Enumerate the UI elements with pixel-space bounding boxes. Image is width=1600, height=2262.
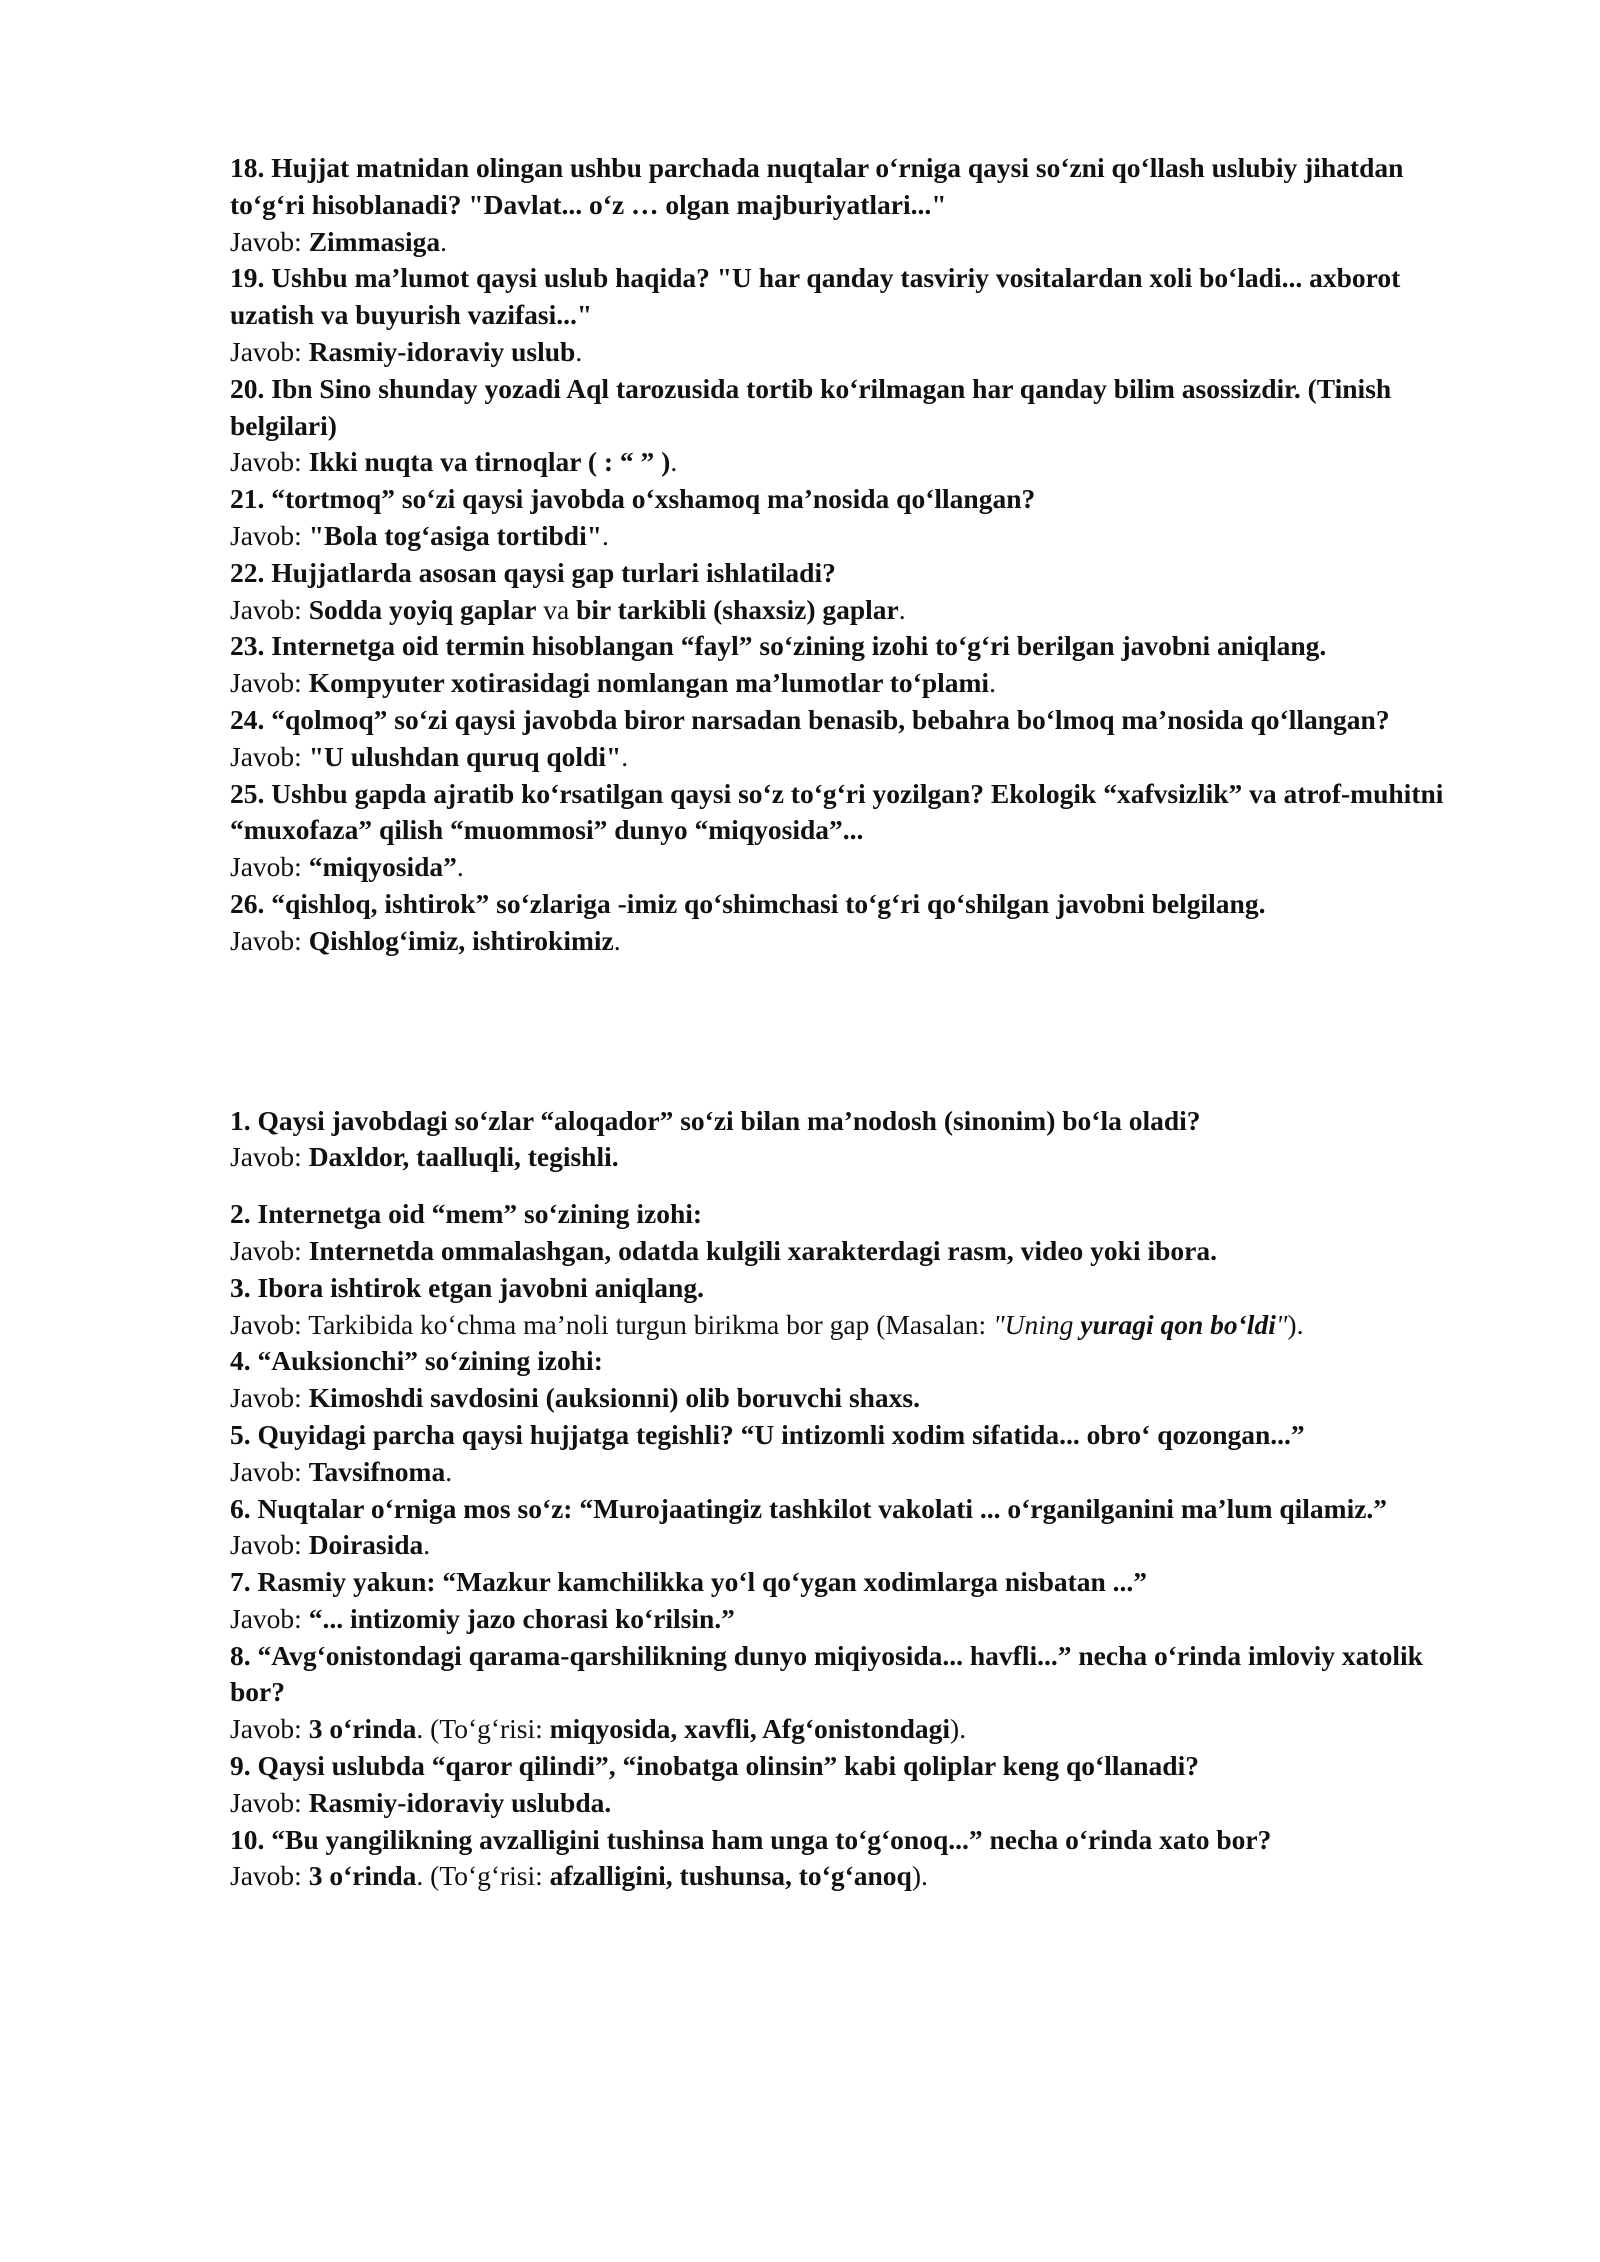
answer-end: . <box>602 519 609 551</box>
answer-label: Javob: <box>230 924 309 956</box>
answer-label: Javob: <box>230 1234 309 1266</box>
answer <box>230 1601 1480 1638</box>
example-idiom: yuragi qon bo‘ldi <box>1080 1308 1276 1340</box>
question-21 <box>230 481 1480 555</box>
question-26 <box>230 886 1480 960</box>
section-spacer <box>230 960 1480 1103</box>
answer-correction: miqyosida, xavfli, Afg‘onistondagi <box>549 1713 951 1745</box>
answer <box>230 665 1480 702</box>
answer-value: Daxldor, taalluqli, tegishli. <box>308 1141 619 1173</box>
question-1 <box>230 1103 1480 1177</box>
answer-value: 3 o‘rinda <box>308 1860 417 1892</box>
answer <box>230 444 1480 481</box>
answer-end: . <box>445 1455 453 1487</box>
answer-label: Javob: <box>230 519 309 551</box>
answer-correction-label: . (To‘g‘risi: <box>416 1860 550 1892</box>
answer-label: Javob: <box>230 1529 309 1561</box>
answer <box>230 1858 1480 1895</box>
answer-label: Javob: <box>230 1308 309 1340</box>
answer <box>230 1711 1480 1748</box>
question-text: 4. “Auksionchi” so‘zining izohi: <box>230 1345 603 1377</box>
answer-end: . <box>440 225 447 257</box>
question-22 <box>230 555 1480 629</box>
answer <box>230 592 1480 629</box>
answer-label: Javob: <box>230 1713 309 1745</box>
answer-value: “... intizomiy jazo chorasi ko‘rilsin.” <box>308 1602 735 1634</box>
answer-value: 3 o‘rinda <box>308 1713 417 1745</box>
question-19 <box>230 260 1480 370</box>
question-text: 2. Internetga oid “mem” so‘zining izohi: <box>230 1198 703 1230</box>
question-4 <box>230 1343 1480 1417</box>
answer-value: Qishlog‘imiz, ishtirokimiz <box>308 924 614 956</box>
answer <box>230 334 1480 371</box>
answer <box>230 518 1480 555</box>
answer <box>230 1380 1480 1417</box>
question-text: 22. Hujjatlarda asosan qaysi gap turlari ishlatiladi? <box>230 556 836 588</box>
answer <box>230 1307 1480 1344</box>
question-text: 26. “qishloq, ishtirok” so‘zlariga -imiz qo‘shimchasi to‘g‘ri qo‘shilgan javobni belgilang. <box>230 887 1266 919</box>
question-text: 10. “Bu yangilikning avzalligini tushinsa ham unga to‘g‘onoq...” necha o‘rinda xato bor? <box>230 1823 1272 1855</box>
question-18 <box>230 150 1480 260</box>
answer-value-1: Sodda yoyiq gaplar <box>308 593 537 625</box>
question-3 <box>230 1270 1480 1344</box>
answer-value-2: bir tarkibli (shaxsiz) gaplar <box>576 593 899 625</box>
answer-connector: va <box>536 593 577 625</box>
answer-label: Javob: <box>230 593 309 625</box>
question-20 <box>230 371 1480 481</box>
answer-value: Ikki nuqta va tirnoqlar ( : “ ” ) <box>308 446 671 478</box>
answer-label: Javob: <box>230 1860 309 1892</box>
answer-value: Doirasida <box>308 1529 424 1561</box>
answer-value: Rasmiy-idoraviy uslub <box>308 335 576 367</box>
answer-label: Javob: <box>230 851 309 883</box>
answer-end: . <box>575 335 583 367</box>
answer-value: "Bola tog‘asiga tortibdi" <box>308 519 603 551</box>
question-23 <box>230 628 1480 702</box>
document-page <box>230 150 1480 1895</box>
answer-label: Javob: <box>230 1382 309 1414</box>
answer-label: Javob: <box>230 1141 309 1173</box>
answer <box>230 1454 1480 1491</box>
answer-value: Zimmasiga <box>308 225 441 257</box>
answer-value: Tavsifnoma <box>308 1455 446 1487</box>
question-text: 25. Ushbu gapda ajratib ko‘rsatilgan qaysi so‘z to‘g‘ri yozilgan? Ekologik “xafvsizlik” va atrof-muhitni “muxofaza” qilish “muommosi” dunyo “miqyosida”... <box>230 777 1444 846</box>
answer <box>230 849 1480 886</box>
example-open: "Uning <box>993 1308 1081 1340</box>
question-text: 21. “tortmoq” so‘zi qaysi javobda o‘xshamoq ma’nosida qo‘llangan? <box>230 483 1036 515</box>
answer-value: Kompyuter xotirasidagi nomlangan ma’lumotlar to‘plami <box>308 667 990 699</box>
answer-end: . <box>989 667 996 699</box>
example-close: " <box>1275 1308 1288 1340</box>
question-text: 7. Rasmiy yakun: “Mazkur kamchilikka yo‘l qo‘ygan xodimlarga nisbatan ...” <box>230 1566 1148 1598</box>
question-text: 8. “Avg‘onistondagi qarama-qarshilikning dunyo miqiyosida... havfli...” necha o‘rinda imloviy xatolik bor? <box>230 1639 1423 1708</box>
answer-value: “miqyosida” <box>308 851 457 883</box>
answer-label: Javob: <box>230 225 309 257</box>
answer-value: Kimoshdi savdosini (auksionni) olib boruvchi shaxs. <box>308 1382 921 1414</box>
answer-label: Javob: <box>230 1455 309 1487</box>
answer-value: "U ulushdan quruq qoldi" <box>308 740 622 772</box>
answer-end: . <box>456 851 464 883</box>
answer-label: Javob: <box>230 335 309 367</box>
question-text: 18. Hujjat matnidan olingan ushbu parchada nuqtalar o‘rniga qaysi so‘zni qo‘llash uslubiy jihatdan to‘g‘ri hisoblanadi? "Davlat... o‘z … olgan majburiyatlari..." <box>230 152 1404 220</box>
question-text: 24. “qolmoq” so‘zi qaysi javobda biror narsadan benasib, bebahra bo‘lmoq ma’nosida qo‘llangan? <box>230 703 1390 735</box>
answer <box>230 923 1480 960</box>
answer-label: Javob: <box>230 446 309 478</box>
answer <box>230 1527 1480 1564</box>
question-10 <box>230 1822 1480 1896</box>
question-24 <box>230 702 1480 776</box>
answer-end: ). <box>1287 1308 1304 1340</box>
question-text: 9. Qaysi uslubda “qaror qilindi”, “inobatga olinsin” kabi qoliplar keng qo‘llanadi? <box>230 1750 1199 1782</box>
answer <box>230 1139 1480 1176</box>
answer-value: Internetda ommalashgan, odatda kulgili xarakterdagi rasm, video yoki ibora. <box>308 1234 1218 1266</box>
spacer <box>230 1176 1480 1196</box>
answer-text: Tarkibida ko‘chma ma’noli turgun birikma bor gap (Masalan: <box>308 1308 994 1340</box>
question-text: 19. Ushbu ma’lumot qaysi uslub haqida? "U har qanday tasviriy vositalardan xoli bo‘ladi... axborot uzatish va buyurish vazifasi..." <box>230 262 1401 331</box>
question-7 <box>230 1564 1480 1638</box>
answer <box>230 224 1480 261</box>
answer-value: Rasmiy-idoraviy uslubda. <box>308 1786 612 1818</box>
question-text: 20. Ibn Sino shunday yozadi Aql tarozusida tortib ko‘rilmagan har qanday bilim asossizdir. (Tinish belgilari) <box>230 372 1392 441</box>
answer-correction: afzalligini, tushunsa, to‘g‘anoq <box>549 1860 912 1892</box>
question-6 <box>230 1491 1480 1565</box>
question-text: 5. Quyidagi parcha qaysi hujjatga tegishli? “U intizomli xodim sifatida... obro‘ qozongan...” <box>230 1418 1305 1450</box>
answer <box>230 739 1480 776</box>
question-text: 1. Qaysi javobdagi so‘zlar “aloqador” so‘zi bilan ma’nodosh (sinonim) bo‘la oladi? <box>230 1104 1201 1136</box>
answer-end: . <box>670 446 678 478</box>
answer-end: ). <box>911 1860 928 1892</box>
answer-end: ). <box>950 1713 967 1745</box>
question-text: 3. Ibora ishtirok etgan javobni aniqlang. <box>230 1271 704 1303</box>
answer-end: . <box>621 740 629 772</box>
question-5 <box>230 1417 1480 1491</box>
question-9 <box>230 1748 1480 1822</box>
answer-end: . <box>613 924 621 956</box>
answer-correction-label: . (To‘g‘risi: <box>416 1713 550 1745</box>
answer-label: Javob: <box>230 1602 309 1634</box>
answer-end: . <box>898 593 906 625</box>
answer-label: Javob: <box>230 667 309 699</box>
answer-label: Javob: <box>230 740 309 772</box>
question-8 <box>230 1638 1480 1748</box>
answer <box>230 1233 1480 1270</box>
answer-end: . <box>423 1529 431 1561</box>
question-text: 6. Nuqtalar o‘rniga mos so‘z: “Murojaatingiz tashkilot vakolati ... o‘rganilganini ma’lum qilamiz.” <box>230 1492 1388 1524</box>
question-text: 23. Internetga oid termin hisoblangan “fayl” so‘zining izohi to‘g‘ri berilgan javobni aniqlang. <box>230 630 1327 662</box>
question-25 <box>230 776 1480 886</box>
question-2 <box>230 1196 1480 1270</box>
answer <box>230 1785 1480 1822</box>
answer-label: Javob: <box>230 1786 309 1818</box>
